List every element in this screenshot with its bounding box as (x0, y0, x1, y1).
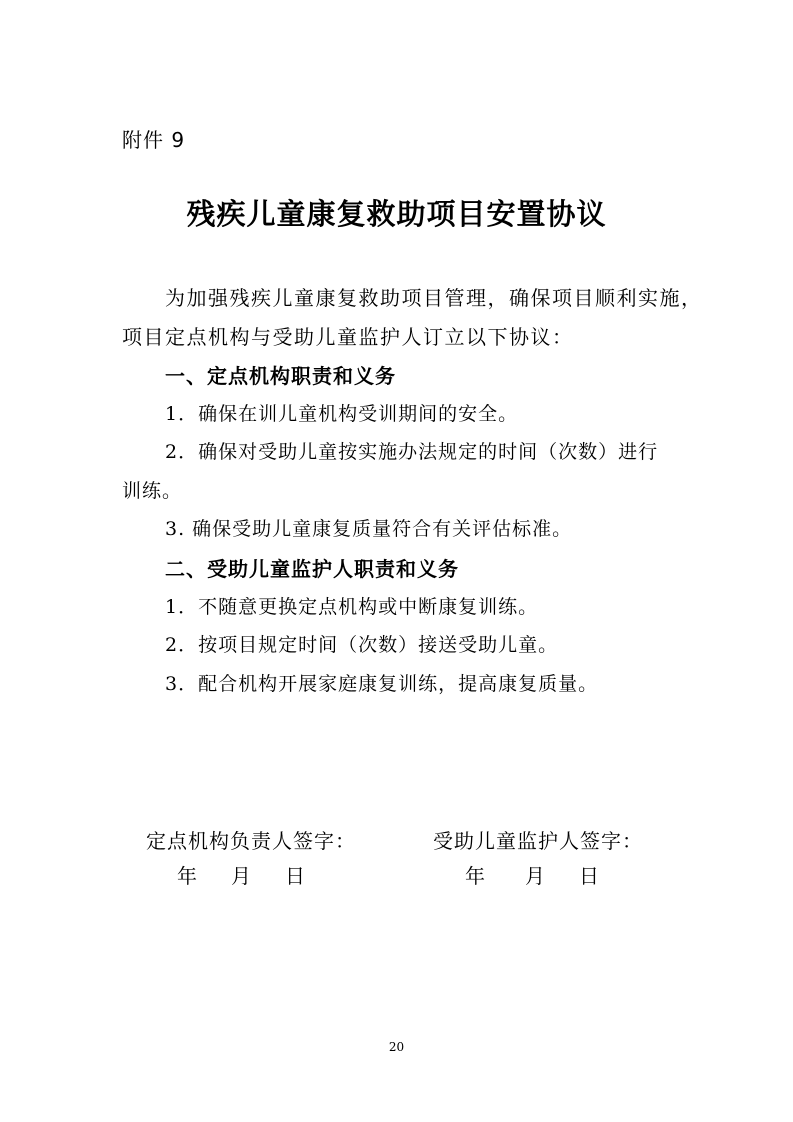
section-1-item-1: 1．确保在训儿童机构受训期间的安全。 (165, 403, 519, 425)
date-year: 年 (465, 864, 485, 888)
institution-signature-label: 定点机构负责人签字： (146, 829, 356, 853)
section-1-item-3: 3. 确保受助儿童康复质量符合有关评估标准。 (165, 518, 573, 540)
date-month: 月 (525, 864, 545, 888)
institution-signature-date (177, 860, 305, 889)
section-2-item-1: 1．不随意更换定点机构或中断康复训练。 (165, 596, 539, 618)
date-month: 月 (231, 864, 251, 888)
intro-line-1: 为加强残疾儿童康复救助项目管理，确保项目顺利实施， (165, 286, 703, 310)
page-number: 20 (388, 1040, 405, 1054)
date-day: 日 (285, 864, 305, 888)
section-2-heading: 二、受助儿童监护人职责和义务 (165, 557, 459, 581)
date-year: 年 (177, 864, 197, 888)
attachment-label: 附件 9 (122, 128, 186, 152)
guardian-signature-label: 受助儿童监护人签字： (433, 829, 643, 853)
guardian-signature-date (465, 860, 599, 889)
section-1-heading: 一、定点机构职责和义务 (165, 364, 396, 388)
section-2-item-2: 2．按项目规定时间（次数）接送受助儿童。 (165, 634, 559, 656)
date-day: 日 (579, 864, 599, 888)
section-1-item-2-line-1: 2．确保对受助儿童按实施办法规定的时间（次数）进行 (165, 441, 659, 463)
section-1-item-2-line-2: 训练。 (122, 480, 183, 502)
intro-line-2: 项目定点机构与受助儿童监护人订立以下协议： (122, 325, 574, 349)
document-title: 残疾儿童康复救助项目安置协议 (186, 197, 607, 231)
section-2-item-3: 3．配合机构开展家庭康复训练，提高康复质量。 (165, 673, 599, 695)
